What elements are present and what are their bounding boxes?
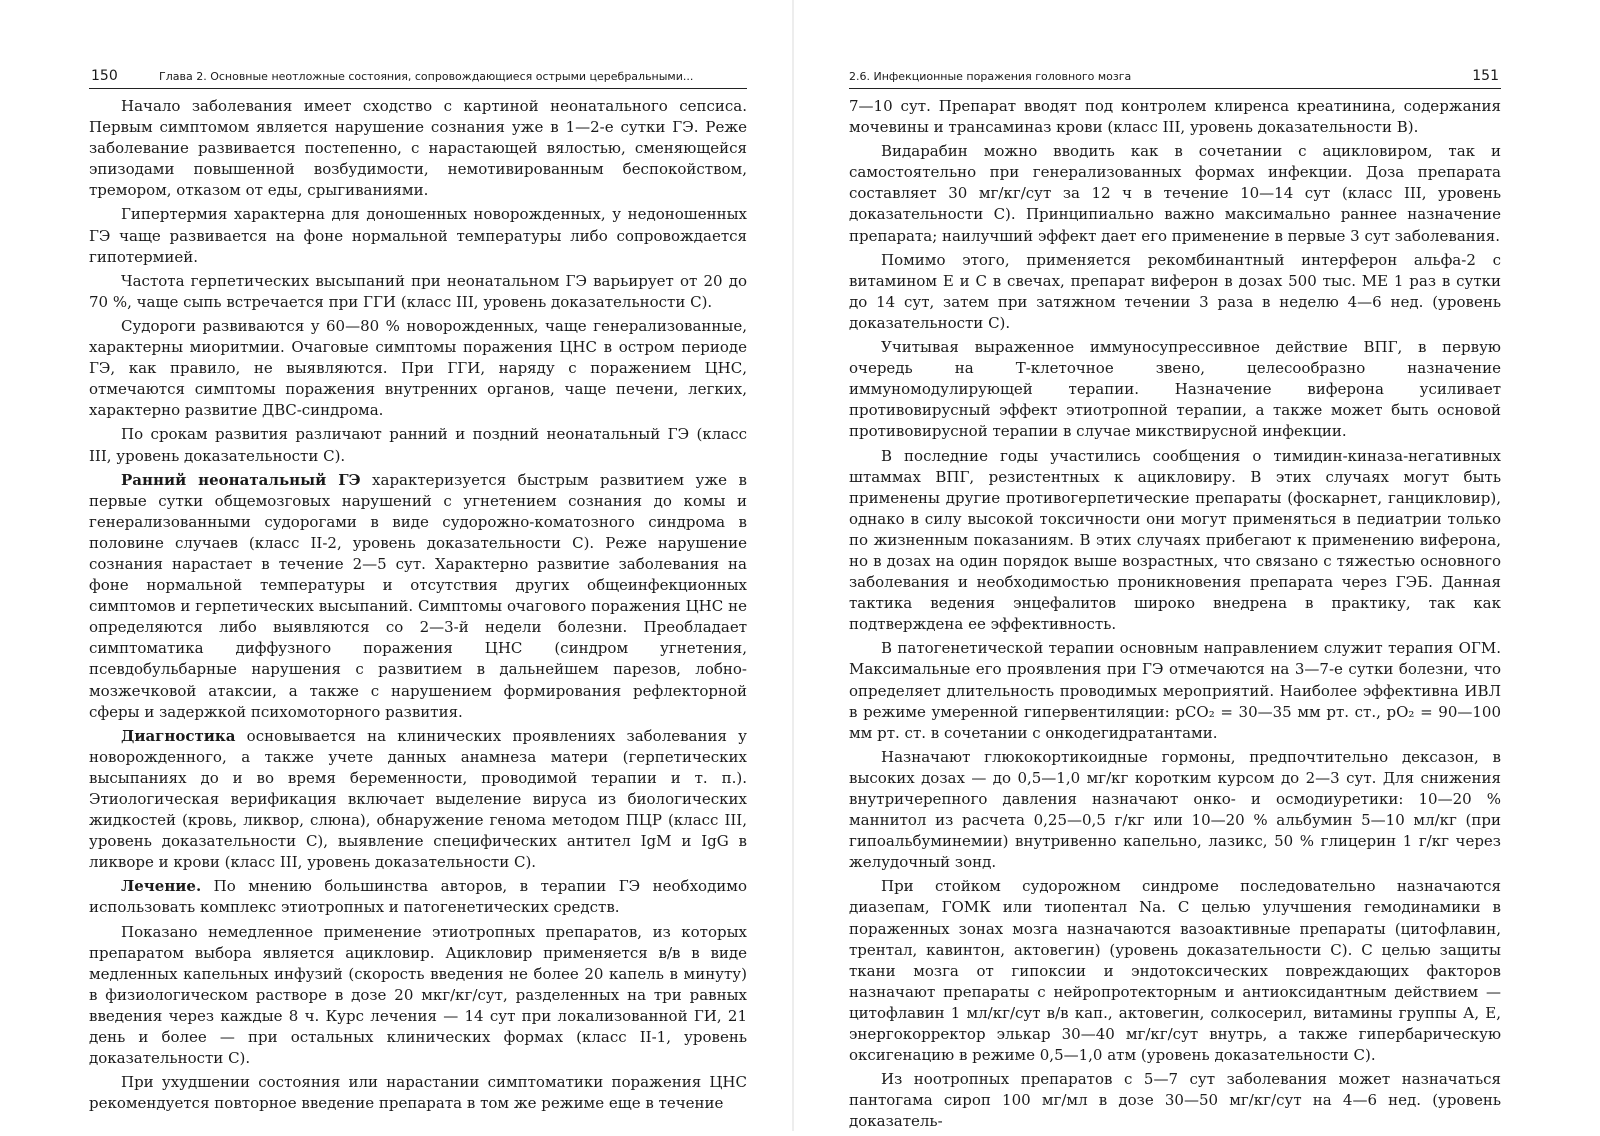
paragraph [849,96,1501,138]
paragraph-text: 7—10 сут. Препарат вводят под контролем клиренса креатинина, содержания мочевины и трансаминаз крови (класс III, уровень доказательности В). [849,97,1501,137]
paragraph-text: Судороги развиваются у 60—80 % новорожденных, чаще генерализованные, характерны миоритмии. Очаговые симптомы поражения ЦНС в остром периоде ГЭ, как правило, не выявляются. При ГГИ, наряду с поражением ЦНС, отмечаются симптомы поражения внутренних органов, чаще печени, легких, характерно развитие ДВС-синдрома. [89,316,747,420]
paragraph-text: Назначают глюкокортикоидные гормоны, предпочтительно дексазон, в высоких дозах — до 0,5—1,0 мг/кг коротким курсом до 2—3 сут. Для снижения внутричерепного давления назначают онко- и осмодиуретики: 10—20 % маннитол из расчета 0,25—0,5 г/кг или 10—20 % альбумин 5—10 мл/кг (при гипоальбуминемии) внутривенно капельно, лазикс, 50 % глицерин 1 г/кг через желудочный зонд. [849,747,1501,872]
right-running-head: 2.6. Инфекционные поражения головного мозга [849,70,1132,83]
paragraph [849,747,1501,874]
paragraph [89,204,747,267]
paragraph-text: Гипертермия характерна для доношенных новорожденных, у недоношенных ГЭ чаще развивается на фоне нормальной температуры либо сопровождается гипотермией. [89,205,747,266]
paragraph [849,446,1501,636]
paragraph-text: Из ноотропных препаратов с 5—7 сут заболевания может назначаться пантогама сироп 100 мг/мл в дозе 30—50 мг/кг/сут на 4—6 нед. (уровень доказатель- [849,1070,1501,1131]
paragraph-text: При стойком судорожном синдроме последовательно назначаются диазепам, ГОМК или тиопентал Na. С целью улучшения гемодинамики в пораженных зонах мозга назначаются вазоактивные препараты (цитофлавин, трентал, кавинтон, актовегин) (уровень доказательности С). С целью защиты ткани мозга от гипоксии и эндотоксических повреждающих факторов назначают препараты с нейропротекторным и антиоксидантным действием — цитофлавин 1 мл/кг/сут в/в кап., актовегин, солкосерил, витамины группы А, Е, энергокорректор элькар 30—40 мг/кг/сут внутрь, а также гипербарическую оксигенацию в режиме 0,5—1,0 атм (уровень доказательности С). [849,877,1501,1065]
paragraph [89,316,747,421]
paragraph-text: В последние годы участились сообщения о тимидин-киназа-негативных штаммах ВПГ, резистентных к ацикловиру. В этих случаях могут быть применены другие противогерпетические препараты (фоскарнет, ганцикловир), однако в силу высокой токсичности они могут применяться в педиатрии только по жизненным показаниям. В этих случаях прибегают к применению виферона, но в дозах на один порядок выше возрастных, что связано с тяжестью основного заболевания и необходимостью проникновения препарата через ГЭБ. Данная тактика ведения энцефалитов широко внедрена в практику, так как подтверждена ее эффективность. [849,446,1501,634]
left-page [89,60,747,1117]
left-running-head: Глава 2. Основные неотложные состояния, сопровождающиеся острыми церебральными... [159,70,694,83]
paragraph [89,922,747,1070]
paragraph [89,876,747,918]
paragraph-text: В патогенетической терапии основным направлением служит терапия ОГМ. Максимальные его проявления при ГЭ отмечаются на 3—7-е сутки болезни, что определяет длительность проводимых мероприятий. Наиболее эффективна ИВЛ в режиме умеренной гипервентиляции: pCO₂ = 30—35 мм рт. ст., pO₂ = 90—100 мм рт. ст. в сочетании с онкодегидратантами. [849,639,1501,742]
paragraph [89,271,747,313]
paragraph [849,141,1501,246]
paragraph-text: При ухудшении состояния или нарастании симптоматики поражения ЦНС рекомендуется повторное введение препарата в том же режиме еще в течение [89,1073,747,1113]
paragraph [849,337,1501,442]
paragraph-text: По срокам развития различают ранний и поздний неонатальный ГЭ (класс III, уровень доказательности С). [89,425,747,465]
paragraph-lead: Диагностика [121,726,236,745]
paragraph-text: Начало заболевания имеет сходство с картиной неонатального сепсиса. Первым симптомом является нарушение сознания уже в 1—2-е сутки ГЭ. Реже заболевание развивается постепенно, с нарастающей вялостью, сменяющейся эпизодами повышенной возбудимости, немотивированным беспокойством, тремором, отказом от еды, срыгиваниями. [89,97,747,200]
paragraph-text: Помимо этого, применяется рекомбинантный интерферон альфа-2 с витамином Е и С в свечах, препарат виферон в дозах 500 тыс. МЕ 1 раз в сутки до 14 сут, затем при затяжном течении 3 раза в неделю 4—6 нед. (уровень доказательности С). [849,250,1501,332]
paragraph [89,726,747,874]
right-page-body [849,96,1501,1133]
right-page-header [849,60,1501,89]
paragraph [849,638,1501,743]
left-page-body [89,96,747,1114]
paragraph [89,96,747,201]
paragraph-lead: Лечение. [121,877,202,896]
right-page-number: 151 [1472,68,1499,84]
page-gutter [792,0,794,1131]
paragraph [89,424,747,466]
paragraph-lead: Ранний неонатальный ГЭ [121,470,361,489]
paragraph [849,250,1501,334]
left-page-number: 150 [91,68,118,84]
paragraph [89,1072,747,1114]
paragraph-text: основывается на клинических проявлениях заболевания у новорожденного, а также учете данных анамнеза матери (герпетических высыпаниях до и во время беременности, проводимой терапии и т. п.). Этиологическая верификация включает выделение вируса из биологических жидкостей (кровь, ликвор, слюна), обнаружение генома методом ПЦР (класс III, уровень доказательности С), выявление специфических антител IgM и IgG в ликворе и крови (класс III, уровень доказательности С). [89,726,747,872]
paragraph [849,1069,1501,1132]
right-page [849,60,1501,1136]
paragraph-text: характеризуется быстрым развитием уже в первые сутки общемозговых нарушений с угнетением сознания до комы и генерализованными судорогами в виде судорожно-коматозного синдрома в половине случаев (класс II-2, уровень доказательности С). Реже нарушение сознания нарастает в течение 2—5 сут. Характерно развитие заболевания на фоне нормальной температуры и отсутствия других общеинфекционных симптомов и герпетических высыпаний. Симптомы очагового поражения ЦНС не определяются либо выявляются со 2—3-й недели болезни. Преобладает симптоматика диффузного поражения ЦНС (синдром угнетения, псевдобульбарные нарушения с развитием в дальнейшем парезов, лобно-мозжечковой атаксии, а также с нарушением формирования рефлекторной сферы и задержкой психомоторного развития. [89,470,748,721]
paragraph-text: Показано немедленное применение этиотропных препаратов, из которых препаратом выбора является ацикловир. Ацикловир применяется в/в в виде медленных капельных инфузий (скорость введения не более 20 капель в минуту) в физиологическом растворе в дозе 20 мкг/кг/сут, разделенных на три равных введения через каждые 8 ч. Курс лечения — 14 сут при локализованной ГИ, 21 день и более — при остальных клинических формах (класс II-1, уровень доказательности С). [89,922,747,1068]
paragraph [849,876,1501,1066]
paragraph-text: Учитывая выраженное иммуносупрессивное действие ВПГ, в первую очередь на Т-клеточное звено, целесообразно назначение иммуномодулирующей терапии. Назначение виферона усиливает противовирусный эффект этиотропной терапии, а также может быть основой противовирусной терапии в случае микствирусной инфекции. [849,338,1501,441]
paragraph-text: Частота герпетических высыпаний при неонатальном ГЭ варьирует от 20 до 70 %, чаще сыпь встречается при ГГИ (класс III, уровень доказательности С). [89,271,747,311]
paragraph [89,470,747,723]
paragraph-text: По мнению большинства авторов, в терапии ГЭ необходимо использовать комплекс этиотропных и патогенетических средств. [89,877,747,917]
left-page-header [89,60,747,89]
paragraph-text: Видарабин можно вводить как в сочетании с ацикловиром, так и самостоятельно при генерализованных формах инфекции. Доза препарата составляет 30 мг/кг/сут за 12 ч в течение 10—14 сут (класс III, уровень доказательности С). Принципиально важно максимально раннее назначение препарата; наилучший эффект дает его применение в первые 3 сут заболевания. [849,142,1501,245]
